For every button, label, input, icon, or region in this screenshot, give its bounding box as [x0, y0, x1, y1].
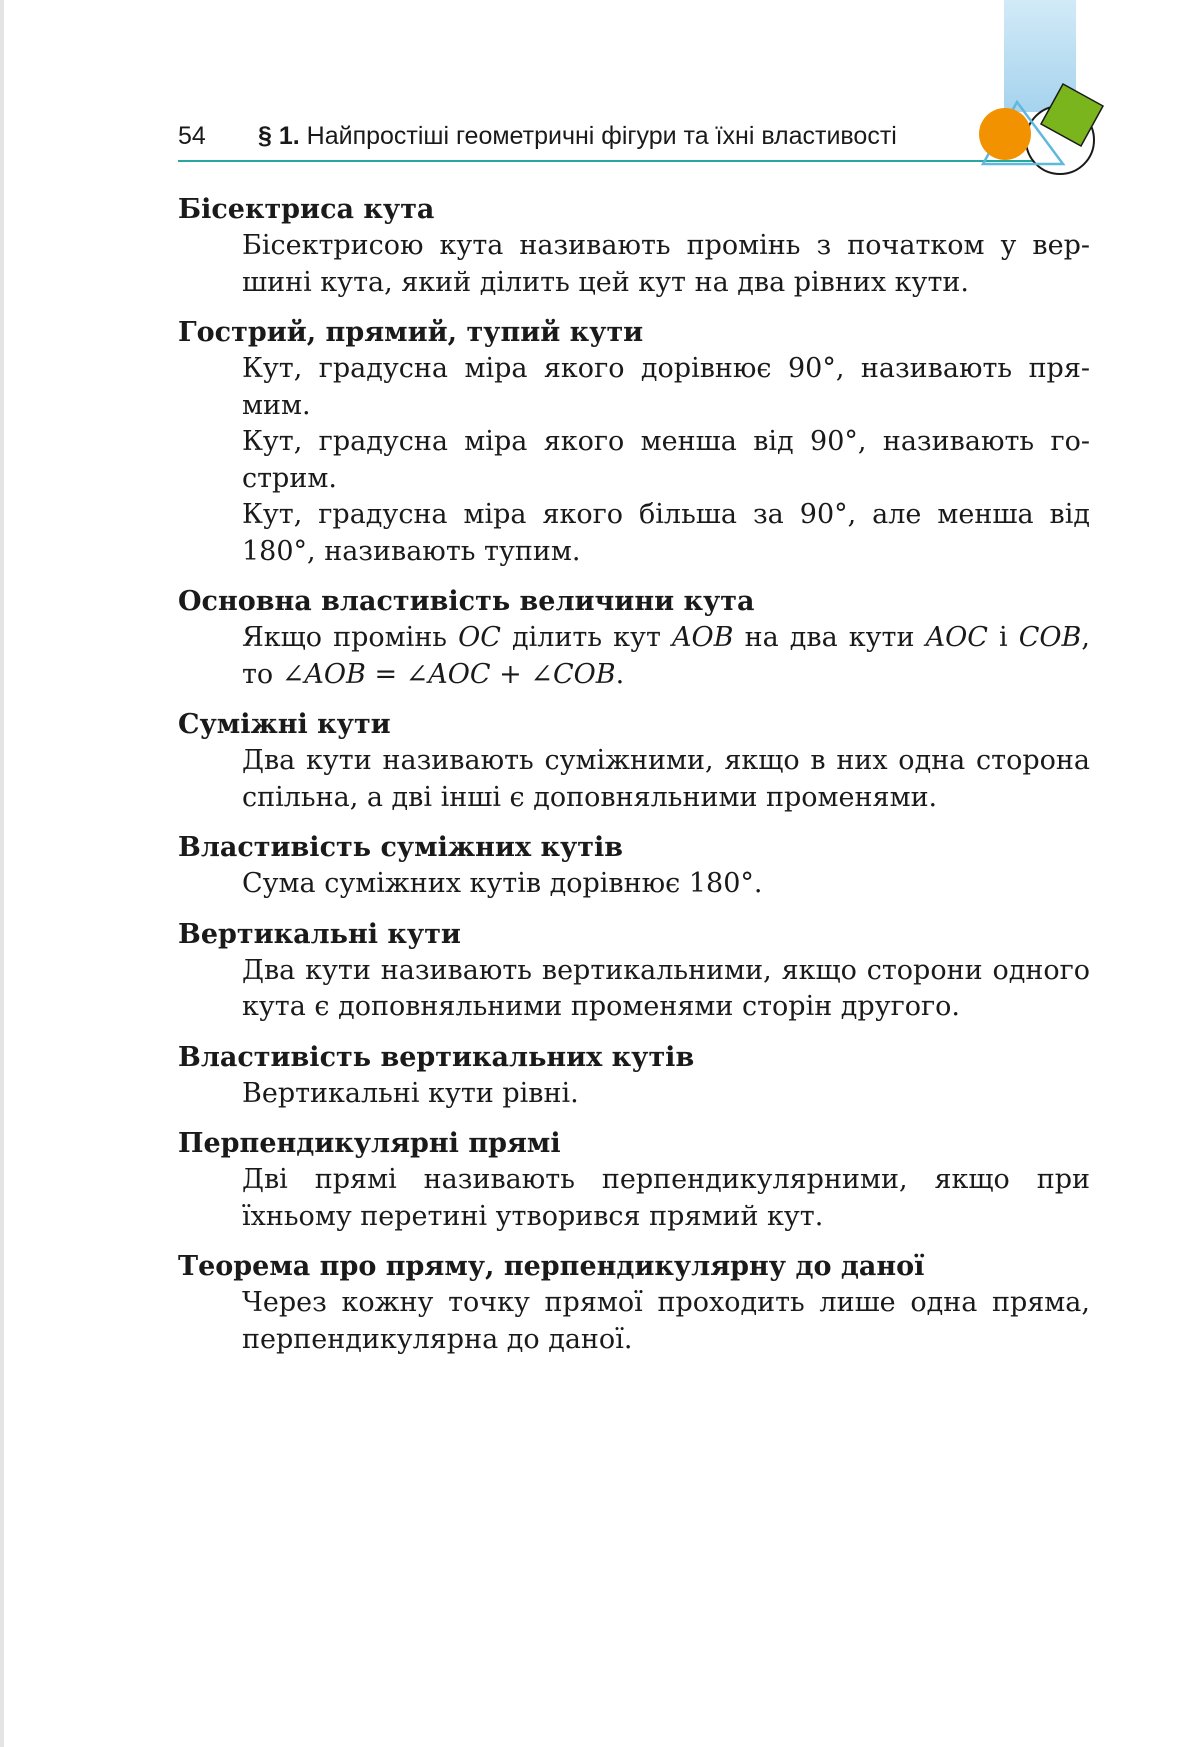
definition-text: Вертикальні кути рівні. — [242, 1077, 579, 1109]
definition-entry — [178, 584, 1098, 693]
section-mark: § 1. — [258, 122, 300, 150]
definition-term: Властивість вертикальних кутів — [178, 1041, 695, 1073]
definition-text: Два кути називають вертикальними, якщо сторони одного кута є доповняльними променями сторін другого. — [242, 954, 1090, 1022]
text-fragment: ділить кут — [500, 622, 672, 653]
math-expression: COB — [1018, 622, 1082, 653]
definition-entry — [178, 917, 1098, 1026]
math-expression: OC — [458, 622, 501, 653]
definition-text: Кут, градусна міра якого менша від 90°, називають гострим. — [242, 426, 1090, 494]
definition-entry — [178, 707, 1098, 816]
definition-term: Вертикальні кути — [178, 918, 461, 950]
definition-term: Суміжні кути — [178, 709, 391, 740]
definition-entry — [178, 1126, 1098, 1235]
definition-text: Два кути називають суміжними, якщо в них одна сторона спільна, а дві інші є доповняльними променями. — [242, 745, 1090, 813]
math-expression: AOB — [671, 622, 734, 653]
definition-text: Кут, градусна міра якого більша за 90°, але менша від 180°, називають тупим. — [242, 499, 1090, 567]
definition-text: Кут, градусна міра якого дорівнює 90°, називають прямим. — [242, 353, 1090, 421]
definition-entry — [178, 315, 1098, 570]
definition-term: Основна властивість величини кута — [178, 586, 755, 617]
definition-text: Через кожну точку прямої проходить лише одна пряма, перпендикулярна до даної. — [242, 1287, 1090, 1355]
page-edge — [0, 0, 4, 1747]
section-title — [258, 122, 897, 151]
section-title-text: Найпростіші геометричні фігури та їхні властивості — [306, 122, 897, 150]
geometric-shapes-icon — [975, 82, 1105, 182]
definition-term: Бісектриса кута — [178, 194, 435, 225]
text-fragment: на два кути — [733, 622, 926, 653]
definition-term: Гострий, прямий, тупий кути — [178, 317, 644, 348]
math-expression: ∠AOB = ∠AOC + ∠COB — [281, 658, 616, 690]
definition-term: Перпендикулярні прямі — [178, 1128, 561, 1159]
running-header — [178, 118, 978, 158]
orange-circle-icon — [979, 108, 1031, 160]
definitions-list — [178, 192, 1098, 1372]
page-number: 54 — [178, 122, 206, 150]
definition-text: Дві прямі називають перпендикулярними, якщо при їхньому перетині утворився прямий кут. — [242, 1164, 1090, 1232]
definition-text: Бісектрисою кута називають промінь з початком у вершині кута, який ділить цей кут на два рівних кути. — [242, 230, 1090, 298]
definition-text — [242, 620, 1090, 693]
definition-entry — [178, 192, 1098, 301]
definition-term: Властивість суміжних кутів — [178, 832, 623, 863]
definition-text: Сума суміжних кутів дорівнює 180°. — [242, 868, 763, 899]
definition-entry — [178, 1040, 1098, 1113]
definition-entry — [178, 1249, 1098, 1358]
text-fragment: Якщо промінь — [242, 622, 459, 653]
text-fragment: і — [987, 622, 1019, 653]
definition-entry — [178, 830, 1098, 903]
text-fragment: , то — [242, 622, 1090, 690]
definition-term: Теорема про пряму, перпендикулярну до даної — [178, 1251, 925, 1282]
math-expression: AOC — [925, 622, 988, 653]
text-fragment: . — [615, 658, 625, 690]
header-rule — [178, 160, 1060, 162]
